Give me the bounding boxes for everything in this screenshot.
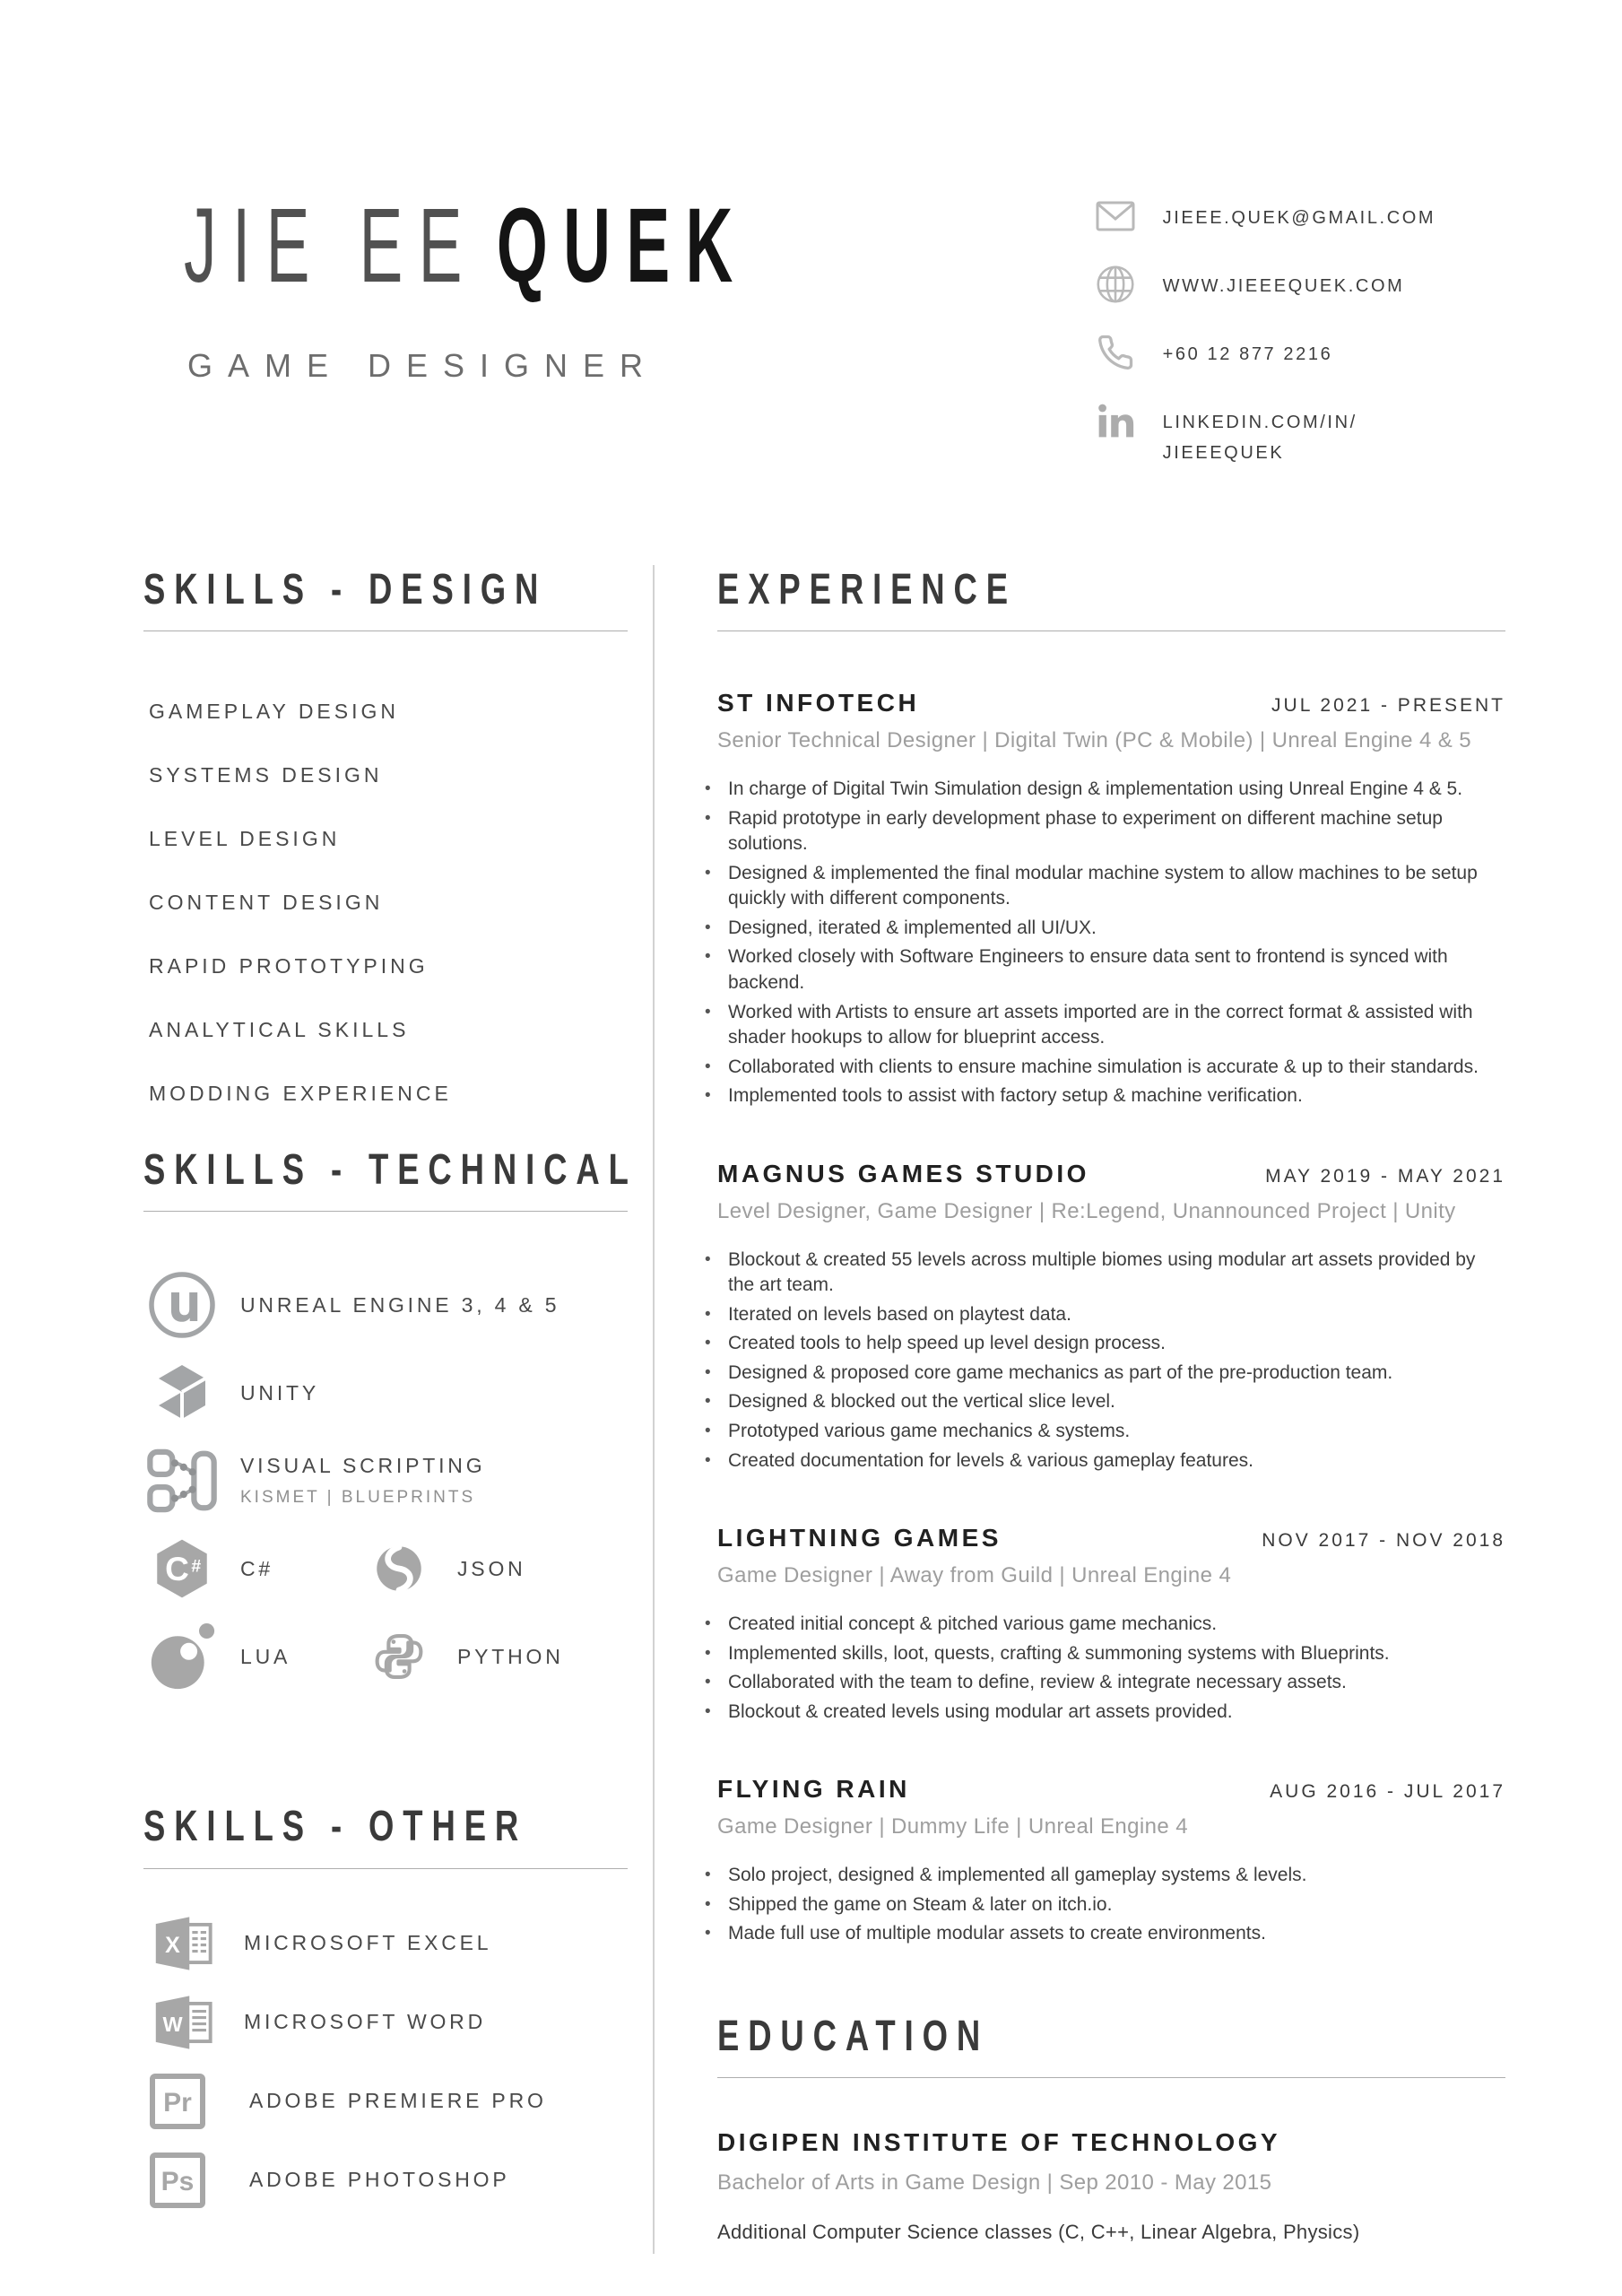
tech-label-block <box>240 1454 485 1508</box>
job-subtitle: Game Designer | Away from Guild | Unreal Engine 4 <box>717 1563 1232 1588</box>
job-head <box>717 1775 1505 1804</box>
visual-scripting-icon <box>145 1443 219 1518</box>
company-name: FLYING RAIN <box>717 1775 910 1804</box>
bullet: • Created documentation for levels & various gameplay features. <box>705 1448 1505 1474</box>
skills-other-list <box>143 1914 628 2210</box>
skills-technical-heading: SKILLS - TECHNICAL <box>143 1146 638 1195</box>
company-name: MAGNUS GAMES STUDIO <box>717 1159 1089 1187</box>
skill-item: LEVEL DESIGN <box>149 827 341 851</box>
job-bullets <box>705 777 1505 1109</box>
tech-item-unreal <box>145 1267 628 1343</box>
contact-website-text: WWW.JIEEEQUEK.COM <box>1162 276 1405 296</box>
python-icon <box>371 1619 427 1694</box>
tech-label: UNITY <box>240 1380 319 1405</box>
svg-text:X: X <box>165 1932 180 1958</box>
other-item-word <box>143 1993 628 2052</box>
tech-label: C# <box>240 1556 274 1580</box>
bullet: • Designed & proposed core game mechanics as part of the pre-production team. <box>705 1361 1505 1387</box>
job-dates: AUG 2016 - JUL 2017 <box>1270 1781 1505 1803</box>
job-subtitle: Level Designer, Game Designer | Re:Legend, Unannounced Project | Unity <box>717 1198 1456 1223</box>
job-dates: NOV 2017 - NOV 2018 <box>1262 1530 1505 1552</box>
bullet: • Worked closely with Software Engineers to ensure data sent to frontend is synced with backend. <box>705 944 1505 996</box>
job-head <box>717 1160 1505 1188</box>
bullet: • In charge of Digital Twin Simulation design & implementation using Unreal Engine 4 & 5. <box>705 777 1505 803</box>
tech-label: PYTHON <box>457 1644 564 1668</box>
job-dates: MAY 2019 - MAY 2021 <box>1265 1165 1505 1187</box>
job-bullets <box>705 1612 1505 1725</box>
svg-text:#: # <box>191 1557 202 1578</box>
skills-design-list <box>143 700 628 1106</box>
job-head <box>717 689 1505 718</box>
contact-phone-text: +60 12 877 2216 <box>1162 344 1333 364</box>
job-lightning-games <box>717 1524 1505 1725</box>
job-dates: JUL 2021 - PRESENT <box>1271 695 1505 717</box>
main-content <box>0 565 1622 2254</box>
job-flying-rain <box>717 1775 1505 1947</box>
bullet: • Designed & blocked out the vertical slice level. <box>705 1389 1505 1415</box>
contact-website[interactable] <box>1095 265 1498 304</box>
bullet: • Iterated on levels based on playtest data. <box>705 1302 1505 1328</box>
contact-linkedin[interactable] <box>1095 401 1498 468</box>
adobe-photoshop-icon <box>143 2151 231 2210</box>
tech-label: UNREAL ENGINE 3, 4 & 5 <box>240 1292 560 1317</box>
contact-linkedin-text <box>1163 401 1357 468</box>
company-name: LIGHTNING GAMES <box>717 1524 1002 1552</box>
name-block <box>184 187 1095 385</box>
person-first-name: JIE EE <box>184 187 478 305</box>
svg-text:W: W <box>162 2012 183 2036</box>
bullet: • Designed, iterated & implemented all UI/UX. <box>705 916 1505 942</box>
microsoft-word-icon <box>143 1993 226 2052</box>
section-skills-other <box>143 1802 628 2209</box>
phone-icon <box>1095 333 1136 372</box>
tech-item-visual-scripting <box>145 1443 628 1518</box>
tech-item-python <box>371 1619 564 1694</box>
person-name <box>184 187 749 305</box>
section-rule <box>143 1868 628 1869</box>
contact-block <box>1095 196 1498 497</box>
lua-icon <box>145 1619 219 1694</box>
tech-grid-row <box>145 1619 628 1694</box>
contact-email-text: JIEEE.QUEK@GMAIL.COM <box>1162 208 1436 228</box>
section-education <box>717 2012 1505 2244</box>
bullet: • Solo project, designed & implemented all gameplay systems & levels. <box>705 1863 1505 1889</box>
bullet: • Designed & implemented the final modular machine system to allow machines to be setup quickly with different components. <box>705 861 1505 912</box>
bullet: • Prototyped various game mechanics & systems. <box>705 1419 1505 1445</box>
tech-label: LUA <box>240 1644 291 1668</box>
job-bullets <box>705 1863 1505 1947</box>
job-subtitle: Senior Technical Designer | Digital Twin (PC & Mobile) | Unreal Engine 4 & 5 <box>717 728 1472 753</box>
csharp-icon <box>145 1531 219 1606</box>
right-column <box>655 565 1622 2254</box>
bullet: • Worked with Artists to ensure art assets imported are in the correct format & assisted with shader hookups to allow for blueprint access. <box>705 1000 1505 1051</box>
contact-phone[interactable] <box>1095 333 1498 372</box>
linkedin-icon <box>1095 401 1136 440</box>
education-note: Additional Computer Science classes (C, C++, Linear Algebra, Physics) <box>717 2221 1360 2244</box>
skill-item: RAPID PROTOTYPING <box>149 954 429 978</box>
other-item-photoshop <box>143 2151 628 2210</box>
svg-text:Pr: Pr <box>163 2087 192 2118</box>
tech-item-unity <box>145 1355 628 1431</box>
email-icon <box>1095 196 1136 236</box>
bullet: • Collaborated with the team to define, review & integrate necessary assets. <box>705 1670 1505 1696</box>
person-title: GAME DESIGNER <box>187 347 659 384</box>
tech-item-csharp <box>145 1531 371 1606</box>
bullet: • Blockout & created 55 levels across multiple biomes using modular art assets provided by the art team. <box>705 1248 1505 1299</box>
skills-other-heading: SKILLS - OTHER <box>143 1803 528 1851</box>
bullet: • Implemented tools to assist with factory setup & machine verification. <box>705 1083 1505 1109</box>
other-item-excel <box>143 1914 628 1973</box>
bullet: • Collaborated with clients to ensure machine simulation is accurate & up to their standards. <box>705 1055 1505 1081</box>
other-label: ADOBE PHOTOSHOP <box>249 2168 510 2192</box>
globe-icon <box>1095 265 1136 304</box>
education-heading: EDUCATION <box>717 2012 990 2060</box>
skills-design-heading: SKILLS - DESIGN <box>143 566 548 613</box>
job-magnus-games <box>717 1160 1505 1474</box>
company-name: ST INFOTECH <box>717 689 920 718</box>
skill-item: MODDING EXPERIENCE <box>149 1082 452 1106</box>
person-last-name: QUEK <box>496 187 749 305</box>
tech-label: JSON <box>457 1556 526 1580</box>
header <box>0 0 1622 497</box>
svg-text:C: C <box>165 1551 189 1588</box>
bullet: • Implemented skills, loot, quests, crafting & summoning systems with Blueprints. <box>705 1641 1505 1667</box>
section-rule <box>717 2077 1505 2078</box>
contact-email[interactable] <box>1095 196 1498 236</box>
left-column <box>143 565 655 2254</box>
svg-text:Ps: Ps <box>160 2166 195 2196</box>
tech-label: VISUAL SCRIPTING <box>240 1454 486 1478</box>
section-skills-design <box>143 565 628 1106</box>
bullet: • Created tools to help speed up level design process. <box>705 1331 1505 1357</box>
bullet: • Shipped the game on Steam & later on itch.io. <box>705 1892 1505 1918</box>
skill-item: ANALYTICAL SKILLS <box>149 1018 410 1042</box>
job-head <box>717 1524 1505 1552</box>
other-label: ADOBE PREMIERE PRO <box>249 2089 547 2113</box>
bullet: • Rapid prototype in early development phase to experiment on different machine setup solutions. <box>705 806 1505 857</box>
other-item-premiere <box>143 2072 628 2131</box>
json-icon <box>371 1531 427 1606</box>
job-st-infotech <box>717 689 1505 1109</box>
tech-item-json <box>371 1531 526 1606</box>
bullet: • Made full use of multiple modular assets to create environments. <box>705 1921 1505 1947</box>
unreal-engine-icon <box>145 1267 219 1343</box>
section-skills-technical <box>143 1145 638 1694</box>
tech-sublabel: KISMET | BLUEPRINTS <box>240 1488 476 1508</box>
bullet: • Blockout & created levels using modular art assets provided. <box>705 1700 1505 1726</box>
other-label: MICROSOFT EXCEL <box>244 1931 492 1955</box>
section-rule <box>143 1211 628 1212</box>
unity-icon <box>145 1355 219 1431</box>
tech-grid-row <box>145 1531 628 1606</box>
contact-linkedin-line2: JIEEEQUEK <box>1162 443 1285 463</box>
skills-technical-list <box>143 1267 628 1694</box>
skill-item: SYSTEMS DESIGN <box>149 763 383 787</box>
job-subtitle: Game Designer | Dummy Life | Unreal Engine 4 <box>717 1814 1188 1839</box>
microsoft-excel-icon <box>143 1914 226 1973</box>
job-bullets <box>705 1248 1505 1474</box>
school-name: DIGIPEN INSTITUTE OF TECHNOLOGY <box>717 2128 1281 2157</box>
skill-item: GAMEPLAY DESIGN <box>149 700 399 724</box>
tech-item-lua <box>145 1619 371 1694</box>
section-experience <box>717 565 1505 1947</box>
education-subtitle: Bachelor of Arts in Game Design | Sep 2010 - May 2015 <box>717 2170 1272 2196</box>
adobe-premiere-pro-icon <box>143 2072 231 2131</box>
contact-linkedin-line1: LINKEDIN.COM/IN/ <box>1162 413 1357 432</box>
bullet: • Created initial concept & pitched various game mechanics. <box>705 1612 1505 1638</box>
experience-heading: EXPERIENCE <box>717 566 1017 613</box>
skill-item: CONTENT DESIGN <box>149 891 384 915</box>
other-label: MICROSOFT WORD <box>244 2010 486 2034</box>
